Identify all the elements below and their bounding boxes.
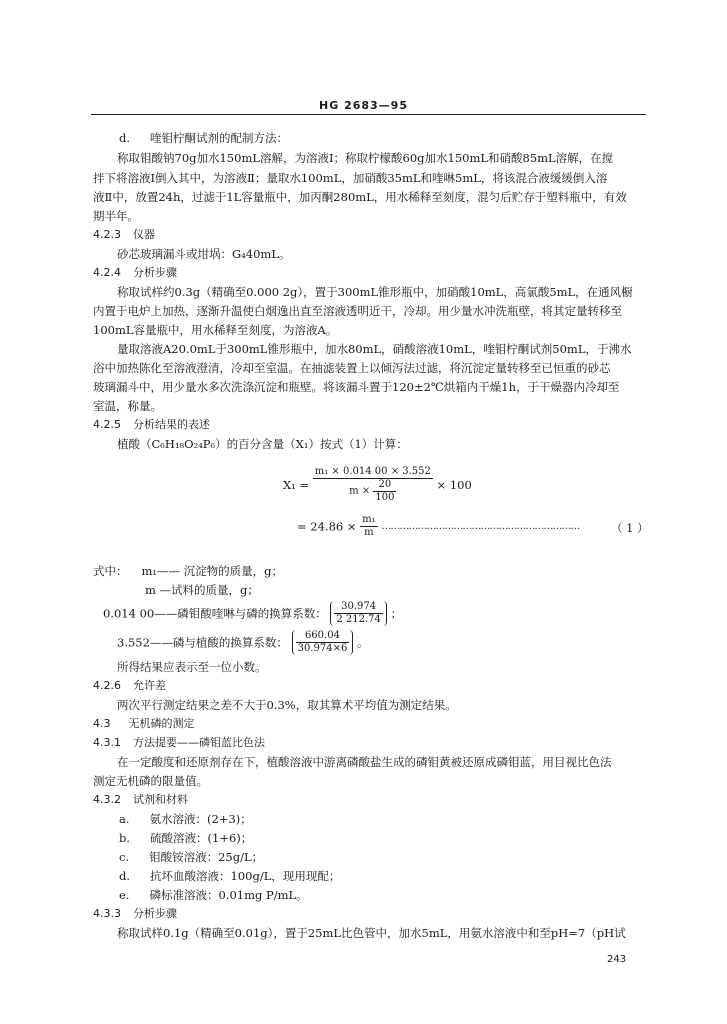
s426-text: 两次平行测定结果之差不大于0.3%，取其算术平均值为测定结果。: [117, 698, 457, 712]
where-c2-punct: 。: [356, 635, 369, 650]
where-c2-fraction: [296, 630, 350, 655]
formula-denominator: [313, 479, 433, 504]
page-number: 243: [607, 954, 627, 965]
page-header: HG 2683—95: [319, 99, 408, 112]
reagent-item: [119, 812, 252, 826]
where-m1: [93, 564, 283, 578]
formula-den-m: m ×: [349, 485, 371, 497]
para1-line: 液Ⅱ中，放置24h，过滤于1L容量瓶中，加丙酮280mL，用水稀释至刻度，混匀后贮存于塑料瓶中，有效: [93, 190, 627, 204]
item-d: [119, 131, 288, 145]
section-4-2-6: [93, 679, 166, 693]
reagent-text: 磷标准溶液：0.01mg P/mL。: [149, 888, 308, 902]
header-rule: [91, 114, 646, 115]
section-number: 4.2.5: [93, 418, 121, 431]
para2-line: 称取试样约0.3g（精确至0.000 2g），置于300mL锥形瓶中，加硝酸10mL，高氯酸5mL，在通风橱: [117, 285, 633, 299]
formula-leader-dots: …………………………………………………………: [381, 521, 580, 532]
section-4-3-2: [93, 793, 188, 807]
para4-line: 在一定酸度和还原剂存在下，植酸溶液中游离磷酸盐生成的磷钼黄被还原成磷钼蓝，用目视比色法: [117, 755, 612, 769]
reagent-item: [119, 831, 252, 845]
where-c2-num: 660.04: [296, 630, 350, 643]
formula-equation-number: （ 1 ）: [611, 521, 649, 535]
where-label: 式中：: [93, 564, 128, 578]
where-c1-fraction: [334, 601, 383, 626]
para5-line: 称取试样0.1g（精确至0.01g），置于25mL比色管中，加水5mL，用氨水溶液中和至pH=7（pH试: [117, 926, 626, 940]
reagent-text: 抗坏血酸溶液：100g/L，现用现配；: [150, 869, 341, 883]
section-4-3: [93, 717, 195, 731]
para3-line: 量取溶液A20.0mL于300mL锥形瓶中，加水80mL，硝酸溶液10mL，喹钼柠酮试剂50mL，于沸水: [117, 342, 632, 356]
formula-inner-num: 20: [373, 479, 396, 492]
section-number: 4.3.2: [93, 793, 121, 806]
formula-line2-fraction: [360, 514, 378, 539]
section-number: 4.3.3: [93, 907, 121, 920]
reagent-label: b.: [119, 831, 131, 845]
result-note: 所得结果应表示至一位小数。: [117, 660, 267, 674]
formula-line2-eq: = 24.86 ×: [297, 519, 357, 534]
section-title: 分析步骤: [133, 907, 177, 920]
section-number: 4.2.4: [93, 266, 121, 279]
section-4-2-4: [93, 266, 177, 280]
where-c1: [103, 601, 402, 626]
where-m1-text: m₁—— 沉淀物的质量，g；: [141, 564, 284, 578]
section-title: 分析结果的表述: [133, 418, 210, 431]
where-c2-text: 3.552——磷与植酸的换算系数：: [117, 635, 288, 650]
s423-text: 砂芯玻璃漏斗或坩埚：G₄40mL。: [117, 247, 291, 261]
formula-line-1: [283, 466, 472, 504]
where-c2: [117, 630, 368, 655]
where-c2-den: 30.974×6: [297, 643, 348, 654]
formula-lhs: X₁ =: [283, 478, 310, 492]
section-title: 分析步骤: [133, 266, 177, 279]
section-title: 试剂和材料: [133, 793, 188, 806]
para1-line: 拌下将溶液Ⅰ倒入其中，为溶液Ⅱ；量取水100mL，加硝酸35mL和喹啉5mL，将该混合液缓缓倒入溶: [93, 171, 608, 185]
section-number: 4.3: [93, 717, 111, 730]
formula-line-2: [297, 514, 579, 539]
formula-line2-num: m₁: [362, 514, 376, 525]
where-c1-den: 2 212.74: [336, 614, 381, 625]
item-text: 喹钼柠酮试剂的配制方法：: [150, 131, 289, 145]
para1-line: 称取钼酸钠70g加水150mL溶解，为溶液Ⅰ；称取柠檬酸60g加水150mL和硝酸85mL溶解，在搅: [117, 151, 614, 165]
item-label: d.: [119, 131, 131, 145]
where-m: m —试料的质量，g；: [145, 583, 259, 597]
reagent-label: d.: [119, 869, 131, 883]
formula-inner-den: 100: [375, 492, 395, 503]
section-4-2-5: [93, 418, 210, 432]
formula-multiplier: × 100: [436, 478, 472, 492]
where-c1-num: 30.974: [334, 601, 383, 614]
reagent-item: [119, 850, 263, 864]
reagent-text: 硫酸溶液：(1+6)；: [150, 831, 253, 845]
para3-line: 浴中加热陈化至溶液澄清，冷却至室温。在抽滤装置上以倾泻法过滤，将沉淀定量转移至已恒重的砂芯: [93, 361, 611, 375]
where-c1-paren: [330, 601, 387, 626]
reagent-text: 钼酸铵溶液：25g/L；: [149, 850, 264, 864]
reagent-label: c.: [119, 850, 130, 864]
where-c1-text: 0.014 00——磷钼酸喹啉与磷的换算系数：: [103, 606, 327, 621]
section-title: 仪器: [133, 228, 155, 241]
formula-numerator: m₁ × 0.014 00 × 3.552: [314, 466, 431, 477]
para1-line: 期半年。: [93, 209, 139, 223]
formula-inner-fraction: [373, 479, 396, 504]
para2-line: 内置于电炉上加热，逐渐升温使白烟逸出直至溶液透明近干，冷却。用少量水冲洗瓶壁，将其定量转移至: [93, 304, 622, 318]
section-title: 方法提要——磷钼蓝比色法: [133, 736, 265, 749]
para4-line: 测定无机磷的限量值。: [93, 774, 208, 788]
section-title: 允许差: [133, 679, 166, 692]
para2-line: 100mL容量瓶中，用水稀释至刻度，为溶液A。: [93, 323, 338, 337]
reagent-text: 氨水溶液：(2+3)；: [149, 812, 252, 826]
s425-text: 植酸（C₆H₁₈O₂₄P₆）的百分含量（X₁）按式（1）计算：: [117, 437, 408, 451]
section-4-2-3: [93, 228, 155, 242]
where-c2-paren: [292, 630, 354, 655]
section-number: 4.2.3: [93, 228, 121, 241]
para3-line: 室温，称量。: [93, 399, 162, 413]
para3-line: 玻璃漏斗中，用少量水多次洗涤沉淀和瓶壁。将该漏斗置于120±2℃烘箱内干燥1h，于干燥器内冷却至: [93, 380, 620, 394]
reagent-label: a.: [119, 812, 130, 826]
reagent-item: [119, 888, 308, 902]
section-4-3-1: [93, 736, 265, 750]
reagent-item: [119, 869, 340, 883]
section-title: 无机磷的测定: [128, 717, 195, 730]
reagent-label: e.: [119, 888, 130, 902]
section-4-3-3: [93, 907, 177, 921]
where-c1-punct: ；: [390, 606, 403, 621]
section-number: 4.2.6: [93, 679, 121, 692]
formula-line2-den: m: [364, 527, 374, 538]
section-number: 4.3.1: [93, 736, 121, 749]
formula-main-fraction: [313, 466, 433, 504]
